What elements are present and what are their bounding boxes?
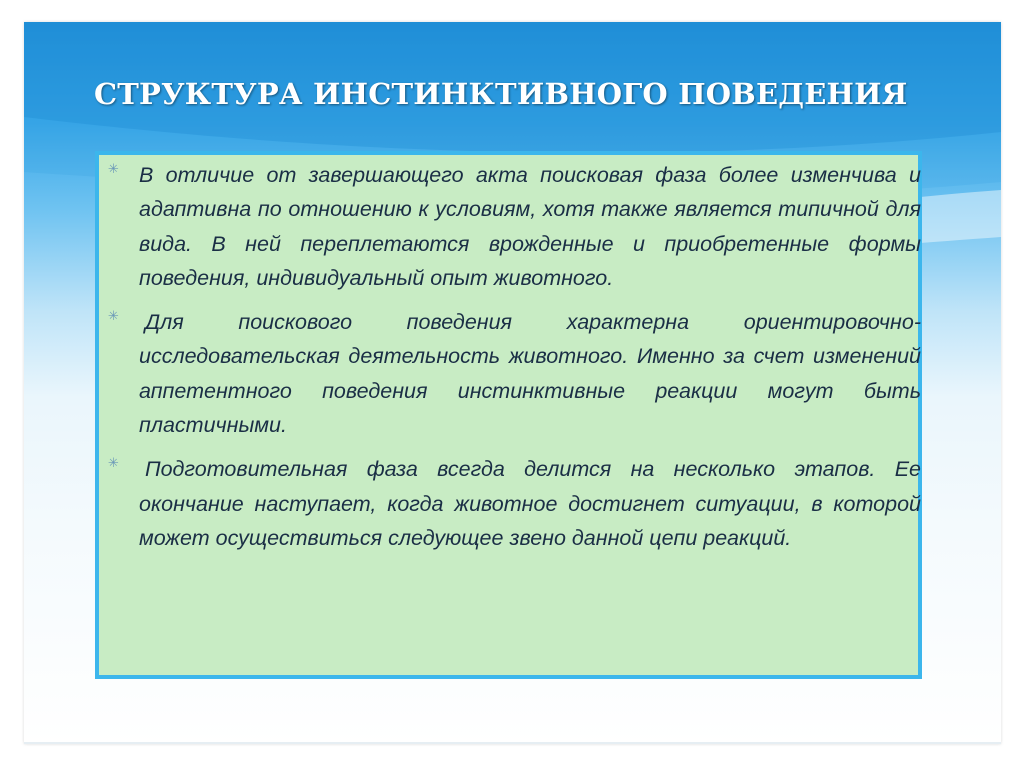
asterisk-bullet-icon: ✳ [108,162,119,177]
slide-title: СТРУКТУРА ИНСТИНКТИВНОГО ПОВЕДЕНИЯ [94,77,908,111]
bullet-list [99,155,921,550]
bullet-item [99,158,921,295]
bullet-text: Для поискового поведения характерна ориентировочно-исследовательская деятельность животного. Именно за счет изменений аппетентного поведения инстинктивные реакции могут быть пластичными. [139,310,921,438]
slide [24,22,1001,744]
content-box [95,151,922,679]
asterisk-bullet-icon: ✳ [108,456,119,472]
bullet-text: Подготовительная фаза всегда делится на несколько этапов. Ее окончание наступает, когда животное достигнет ситуации, в которой может осуществиться следующее звено данной цепи реакций. [139,457,921,550]
bullet-item [99,305,921,442]
asterisk-bullet-icon: ✳ [108,309,119,325]
bullet-text: В отличие от завершающего акта поисковая фаза более изменчива и адаптивна по отношению к условиям, хотя также является типичной для вида. В ней переплетаются врожденные и приобретенные формы поведения, индивидуальный опыт животного. [139,163,921,290]
bullet-item [99,452,921,555]
